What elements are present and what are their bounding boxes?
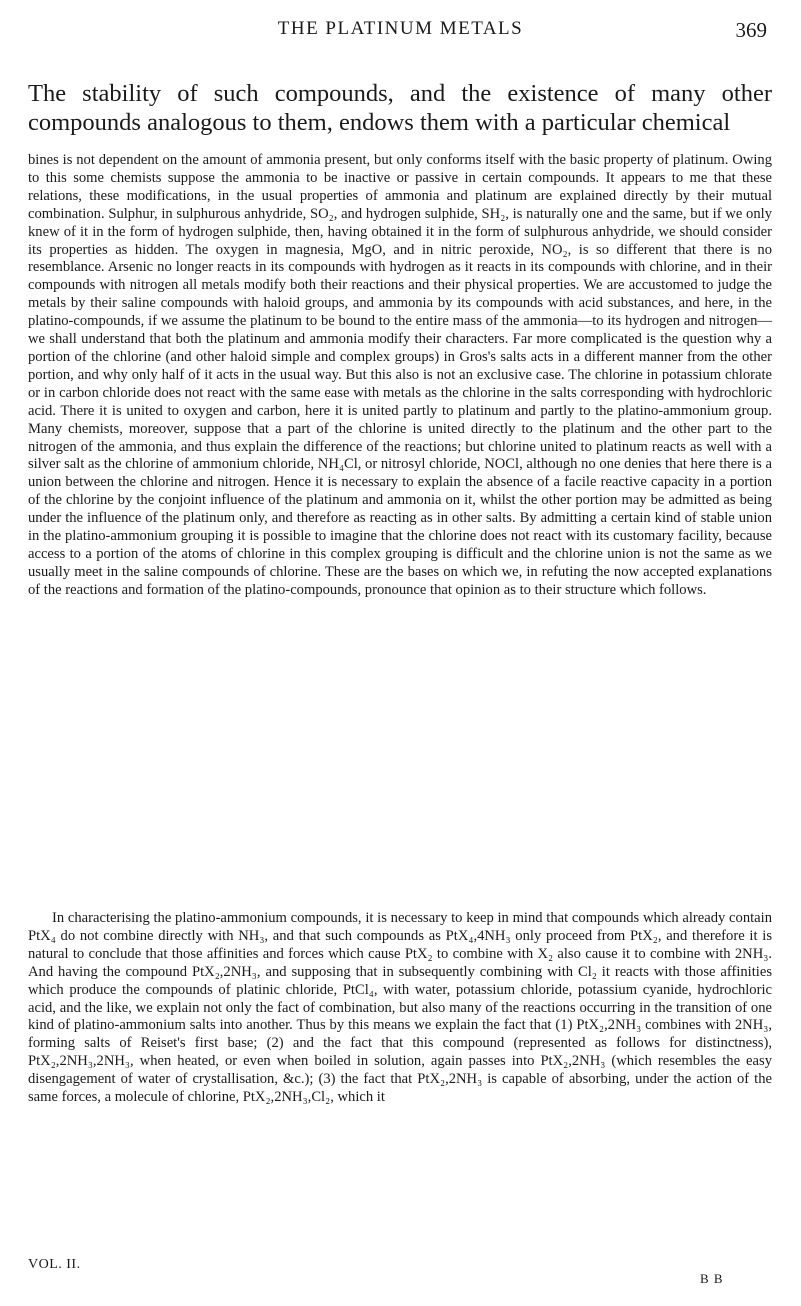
page-number: 369 bbox=[735, 18, 767, 42]
running-header bbox=[0, 18, 801, 46]
lead-text: The stability of such compounds, and the existence of many other compounds analogous to them, endows them with a particular chemical bbox=[28, 80, 772, 136]
body-paragraph-1: bines is not dependent on the amount of ammonia present, but only conforms itself with the basic property of platinum. Owing to this some chemists suppose the ammonia to be inactive or passive in certain compounds. It appears to me that these relations, these modifications, in the usual properties of ammonia and platinum are explained directly by their mutual combination. Sulphur, in sulphurous anhydride, SO₂, and hydrogen sulphide, SH₂, is naturally one and the same, but if we only knew of it in the form of hydrogen sulphide, then, having obtained it in the form of sulphurous anhydride, we should consider its properties as hidden. The oxygen in magnesia, MgO, and in nitric peroxide, NO₂, is so different that there is no resemblance. Arsenic no longer reacts in its compounds with hydrogen as it reacts in its compounds with chlorine, and in their compounds with nitrogen all metals modify both their reactions and their physical properties. We are accustomed to judge the metals by their saline compounds with haloid groups, and ammonia by its compounds with acid substances, and here, in the platino-compounds, if we assume the platinum to be bound to the entire mass of the ammonia—to its hydrogen and nitrogen—we shall understand that both the platinum and ammonia modify their characters. Far more complicated is the question why a portion of the chlorine (and other haloid simple and complex groups) in Gros's salts acts in a different manner from the other portion, and why only half of it acts in the usual way. But this also is not an exclusive case. The chlorine in potassium chlorate or in carbon chloride does not react with the same ease with metals as the chlorine in the salts corresponding with hydrochloric acid. There it is united to oxygen and carbon, here it is united partly to platinum and partly to the platino-ammonium group. Many chemists, moreover, suppose that a part of the chlorine is united directly to the platinum and the other part to the nitrogen of the ammonia, and thus explain the difference of the reactions; but chlorine united to platinum reacts as well with a silver salt as the chlorine of ammonium chloride, NH₄Cl, or nitrosyl chloride, NOCl, although no one denies that here there is a union between the chlorine and nitrogen. Hence it is necessary to explain the absence of a facile reactive capacity in a portion of the chlorine by the conjoint influence of the platinum and ammonia on it, whilst the other portion may be admitted as being under the influence of the platinum only, and therefore as reacting as in other salts. By admitting a certain kind of stable union in the platino-ammonium grouping it is possible to imagine that the chlorine does not react with its customary facility, because access to a portion of the atoms of chlorine in this complex grouping is difficult and the chlorine union is not the same as we usually meet in the saline compounds of chlorine. These are the bases on which we, in refuting the now accepted explanations of the reactions and formation of the platino-compounds, pronounce that opinion as to their structure which follows. bbox=[28, 152, 772, 598]
volume-label: VOL. II. bbox=[28, 1257, 81, 1272]
body-paragraph-2: In characterising the platino-ammonium compounds, it is necessary to keep in mind that compounds which already contain PtX₄ do not combine directly with NH₃, and that such compounds as PtX₄,4NH₃ only proceed from PtX₂, and therefore it is natural to conclude that those affinities and forces which cause PtX₂ to combine with X₂ also cause it to combine with 2NH₃. And having the compound PtX₂,2NH₃, and supposing that in subsequently combining with Cl₂ it reacts with those affinities which produce the compounds of platinic chloride, PtCl₄, with water, potassium chloride, potassium cyanide, hydrochloric acid, and the like, we explain not only the fact of combination, but also many of the reactions occurring in the transition of one kind of platino-ammonium salts into another. Thus by this means we explain the fact that (1) PtX₂,2NH₃ combines with 2NH₃, forming salts of Reiset's first base; (2) and the fact that this compound (represented as follows for distinctness), PtX₂,2NH₃,2NH₃, when heated, or even when boiled in solution, again passes into PtX₂,2NH₃ (which resembles the easy disengagement of water of crystallisation, &c.); (3) the fact that PtX₂,2NH₃ is capable of absorbing, under the action of the same forces, a molecule of chlorine, PtX₂,2NH₃,Cl₂, which it bbox=[28, 910, 772, 1106]
signature-mark: B B bbox=[700, 1271, 724, 1286]
running-title: THE PLATINUM METALS bbox=[277, 18, 524, 39]
